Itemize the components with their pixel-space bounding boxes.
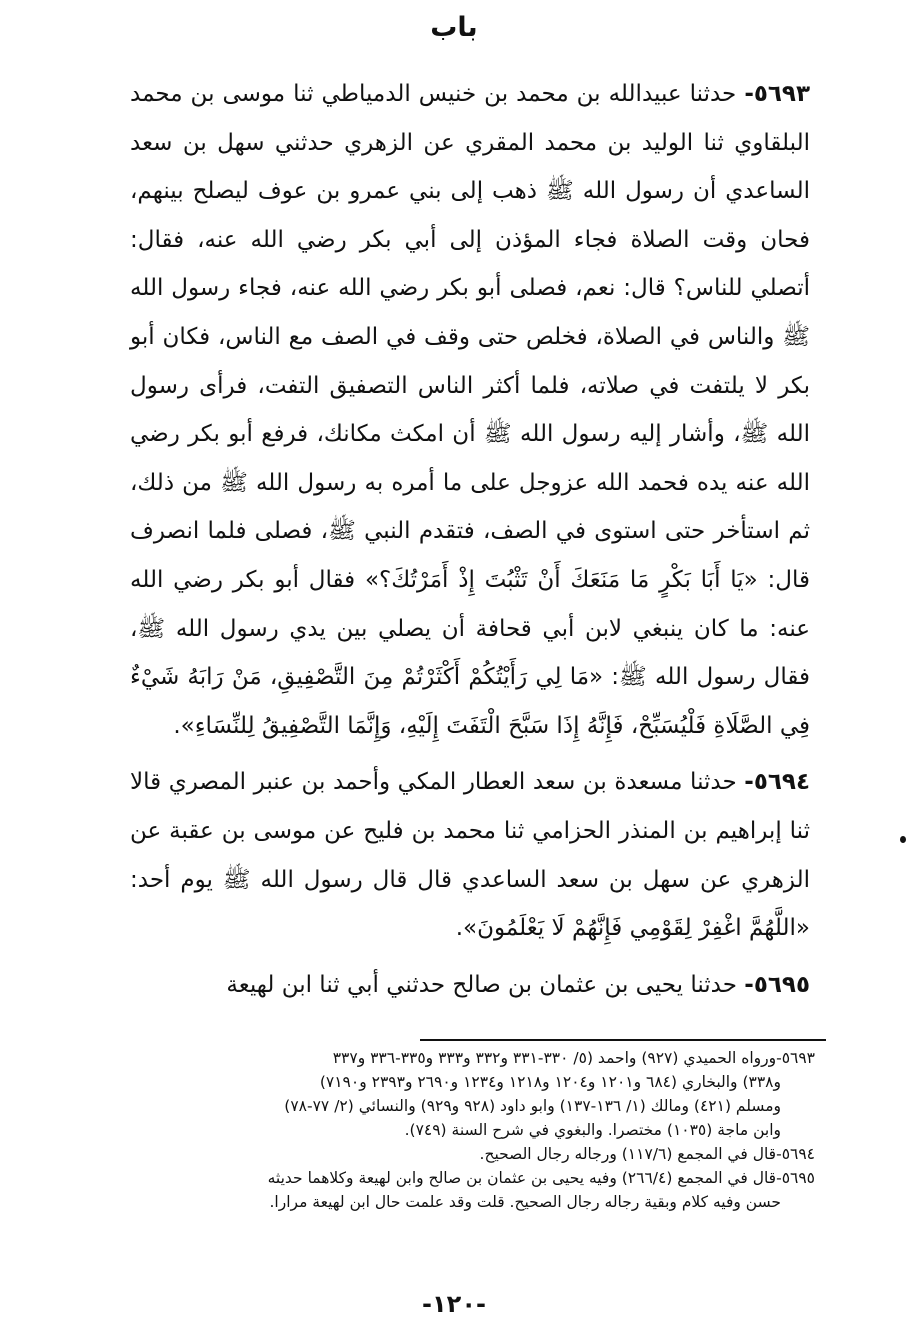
footnote-line: ومسلم (٤٢١) ومالك (١/ ١٣٦-١٣٧) وابو داود (٩٢٨ و٩٢٩) والنسائي (٢/ ٧٧-٧٨) (284, 1097, 781, 1115)
hadith-paragraph (130, 961, 810, 1010)
footnote-text: قال في المجمع (٢٦٦/٤) وفيه يحيى بن عثمان بن صالح وابن لهيعة وكلاهما حديثه (267, 1169, 777, 1187)
footnote-line (150, 1046, 815, 1070)
footnote-separator (420, 1039, 826, 1041)
hadith-number: ٥٦٩٤- (744, 769, 810, 796)
footnote-number: ٥٦٩٤- (776, 1145, 815, 1163)
page-number: -١٢٠- (422, 1290, 486, 1318)
footnotes (150, 1046, 815, 1214)
footnote-line: وابن ماجة (١٠٣٥) مختصرا. والبغوي في شرح السنة (٧٤٩). (404, 1121, 781, 1139)
chapter-heading: باب (430, 12, 478, 43)
footnote-number: ٥٦٩٣- (776, 1049, 815, 1067)
hadith-paragraph (130, 758, 810, 952)
hadith-number: ٥٦٩٣- (744, 81, 811, 107)
hadith-text: حدثنا يحيى بن عثمان بن صالح حدثني أبي ثنا ابن لهيعة (226, 971, 737, 998)
footnote-number: ٥٦٩٥- (776, 1169, 815, 1187)
hadith-text: حدثنا عبيدالله بن محمد بن خنيس الدمياطي ثنا موسى بن محمد البلقاوي ثنا الوليد بن محمد المقري عن الزهري حدثني سهل بن سعد الساعدي أن رسول الله ﷺ ذهب إلى بني عمرو بن عوف ليصلح بينهم، فحان وقت الصلاة فجاء المؤذن إلى أبي بكر رضي الله عنه، فقال: أتصلي للناس؟ قال: نعم، فصلى أبو بكر رضي الله عنه، فجاء رسول الله ﷺ والناس في الصلاة، فخلص حتى وقف في الصف مع الناس، فكان أبو بكر لا يلتفت في صلاته، فلما أكثر الناس التصفيق التفت، فرأى رسول الله ﷺ، وأشار إليه رسول الله ﷺ أن امكث مكانك، فرفع أبو بكر رضي الله عنه يده فحمد الله عزوجل على ما أمره به رسول الله ﷺ من ذلك، ثم استأخر حتى استوى في الصف، فتقدم النبي ﷺ، فصلى فلما انصرف قال: «يَا أَبَا بَكْرٍ مَا مَنَعَكَ أَنْ تَثْبُتَ إِذْ أَمَرْتُكَ؟» فقال أبو بكر رضي الله عنه: ما كان ينبغي لابن أبي قحافة أن يصلي بين يدي رسول الله ﷺ، فقال رسول الله ﷺ: «مَا لِي رَأَيْتُكُمْ أَكْثَرْتُمْ مِنَ التَّصْفِيقِ، مَنْ رَابَهُ شَيْءٌ فِي الصَّلَاةِ فَلْيُسَبِّحْ، فَإِنَّهُ إِذَا سَبَّحَ الْتَفَتَ إِلَيْهِ، وَإِنَّمَا التَّصْفِيقُ لِلنِّسَاءِ». (130, 81, 810, 739)
footnote-text: قال في المجمع (١١٧/٦) ورجاله رجال الصحيح. (479, 1145, 777, 1163)
hadith-text: حدثنا مسعدة بن سعد العطار المكي وأحمد بن عنبر المصري قالا ثنا إبراهيم بن المنذر الحزامي ثنا محمد بن فليح عن موسى بن عقبة عن الزهري عن سهل بن سعد الساعدي قال قال رسول الله ﷺ يوم أحد: «اللَّهُمَّ اغْفِرْ لِقَوْمِي فَإِنَّهُمْ لَا يَعْلَمُونَ». (130, 769, 810, 942)
hadith-number: ٥٦٩٥- (744, 971, 810, 998)
footnote-line (150, 1142, 815, 1166)
footnote-text: ورواه الحميدي (٩٢٧) واحمد (٥/ ٣٣٠-٣٣١ و٣٣٢ و٣٣٣ و٣٣٥-٣٣٦ و٣٣٧ (332, 1049, 777, 1067)
scan-speck (900, 836, 906, 843)
hadith-paragraph (130, 70, 810, 750)
main-text (130, 70, 810, 1017)
footnote-line: حسن وفيه كلام وبقية رجاله رجال الصحيح. قلت وقد علمت حال ابن لهيعة مرارا. (269, 1193, 781, 1211)
footnote-line: و٣٣٨) والبخاري (٦٨٤ و١٢٠١ و١٢٠٤ و١٢١٨ و١٢٣٤ و٢٦٩٠ و٢٣٩٣ و٧١٩٠) (319, 1073, 781, 1091)
footnote-line (150, 1166, 815, 1190)
